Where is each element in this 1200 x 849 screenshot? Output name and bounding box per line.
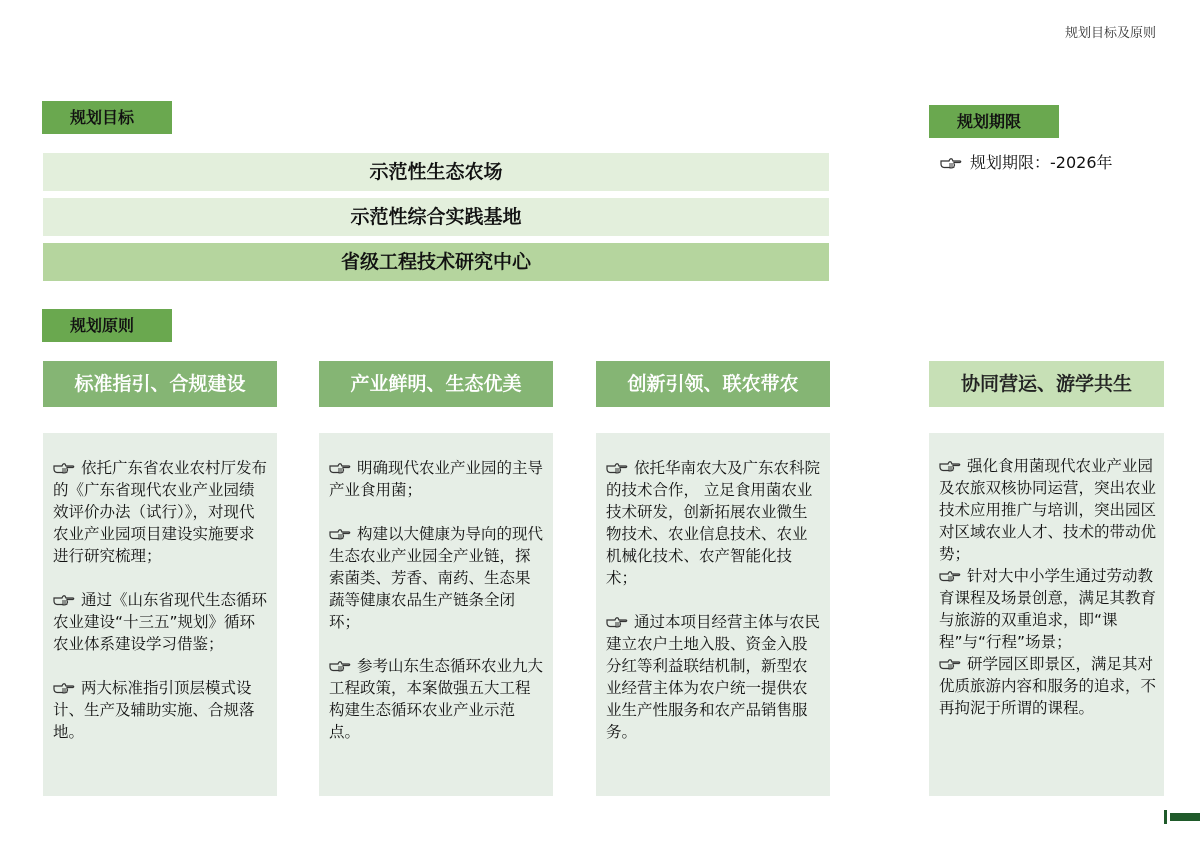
period-text: 规划期限：-2026年 <box>970 153 1113 172</box>
bullet-text: 研学园区即景区，满足其对优质旅游内容和服务的追求，不再拘泥于所谓的课程。 <box>939 655 1157 717</box>
period-tag: 规划期限 <box>929 105 1059 138</box>
principle-column-body <box>43 433 277 796</box>
principle-bullet <box>606 611 822 743</box>
bullet-text: 强化食用菌现代农业产业园及农旅双核协同运营，突出农业技术应用推广与培训，突出园区对区域农业人才、技术的带动优势； <box>939 457 1157 563</box>
principle-column-title: 标准指引、合规建设 <box>43 361 277 407</box>
pointing-hand-icon <box>53 592 75 606</box>
corner-mark-bar <box>1170 813 1200 821</box>
bullet-text: 参考山东生态循环农业九大工程政策，本案做强五大工程构建生态循环农业产业示范点。 <box>329 657 544 741</box>
bullet-text: 明确现代农业产业园的主导产业食用菌； <box>329 459 544 499</box>
pointing-hand-icon <box>329 658 351 672</box>
pointing-hand-icon <box>939 568 961 582</box>
principle-bullet <box>53 457 269 567</box>
principle-bullet <box>329 655 545 743</box>
bullet-text: 依托广东省农业农村厅发布的《广东省现代农业产业园绩效评价办法（试行）》，对现代农业产业园项目建设实施要求进行研究梳理； <box>53 459 268 565</box>
pointing-hand-icon <box>940 155 962 169</box>
pointing-hand-icon <box>939 656 961 670</box>
pointing-hand-icon <box>329 526 351 540</box>
principle-bullet <box>939 455 1156 565</box>
principle-column-title: 创新引领、联农带农 <box>596 361 830 407</box>
principles-tag: 规划原则 <box>42 309 172 342</box>
corner-mark-bar <box>1164 810 1167 824</box>
principle-column-body <box>319 433 553 796</box>
principle-bullet <box>606 457 822 589</box>
goal-item: 省级工程技术研究中心 <box>43 243 829 281</box>
period-line <box>940 150 1113 173</box>
goal-item: 示范性生态农场 <box>43 153 829 191</box>
principle-column-body <box>929 433 1164 796</box>
bullet-text: 通过本项目经营主体与农民建立农户土地入股、资金入股分红等利益联结机制，新型农业经营主体为农户统一提供农业生产性服务和农产品销售服务。 <box>606 613 821 741</box>
bullet-text: 两大标准指引顶层模式设计、生产及辅助实施、合规落地。 <box>53 679 255 741</box>
pointing-hand-icon <box>329 460 351 474</box>
principle-bullet <box>329 457 545 501</box>
goal-item: 示范性综合实践基地 <box>43 198 829 236</box>
pointing-hand-icon <box>606 460 628 474</box>
goals-tag: 规划目标 <box>42 101 172 134</box>
bullet-text: 依托华南农大及广东农科院的技术合作， 立足食用菌农业技术研发，创新拓展农业微生物技术、农业信息技术、农业机械化技术、农产智能化技术； <box>606 459 821 587</box>
page-corner-mark <box>1164 810 1200 824</box>
principle-column-title: 协同营运、游学共生 <box>929 361 1164 407</box>
principle-bullet <box>939 565 1156 653</box>
page-header-title: 规划目标及原则 <box>1064 26 1156 41</box>
principle-column-body <box>596 433 830 796</box>
pointing-hand-icon <box>606 614 628 628</box>
principle-bullet <box>329 523 545 633</box>
principle-bullet <box>53 677 269 743</box>
pointing-hand-icon <box>53 680 75 694</box>
bullet-text: 通过《山东省现代生态循环农业建设“十三五”规划》循环农业体系建设学习借鉴； <box>53 591 268 653</box>
bullet-text: 针对大中小学生通过劳动教育课程及场景创意，满足其教育与旅游的双重追求，即“课程”与“行程”场景； <box>939 567 1157 651</box>
pointing-hand-icon <box>53 460 75 474</box>
principle-bullet <box>939 653 1156 719</box>
pointing-hand-icon <box>939 458 961 472</box>
principle-bullet <box>53 589 269 655</box>
bullet-text: 构建以大健康为导向的现代生态农业产业园全产业链，探索菌类、芳香、南药、生态果蔬等健康农品生产链条全闭环； <box>329 525 544 631</box>
principle-column-title: 产业鲜明、生态优美 <box>319 361 553 407</box>
